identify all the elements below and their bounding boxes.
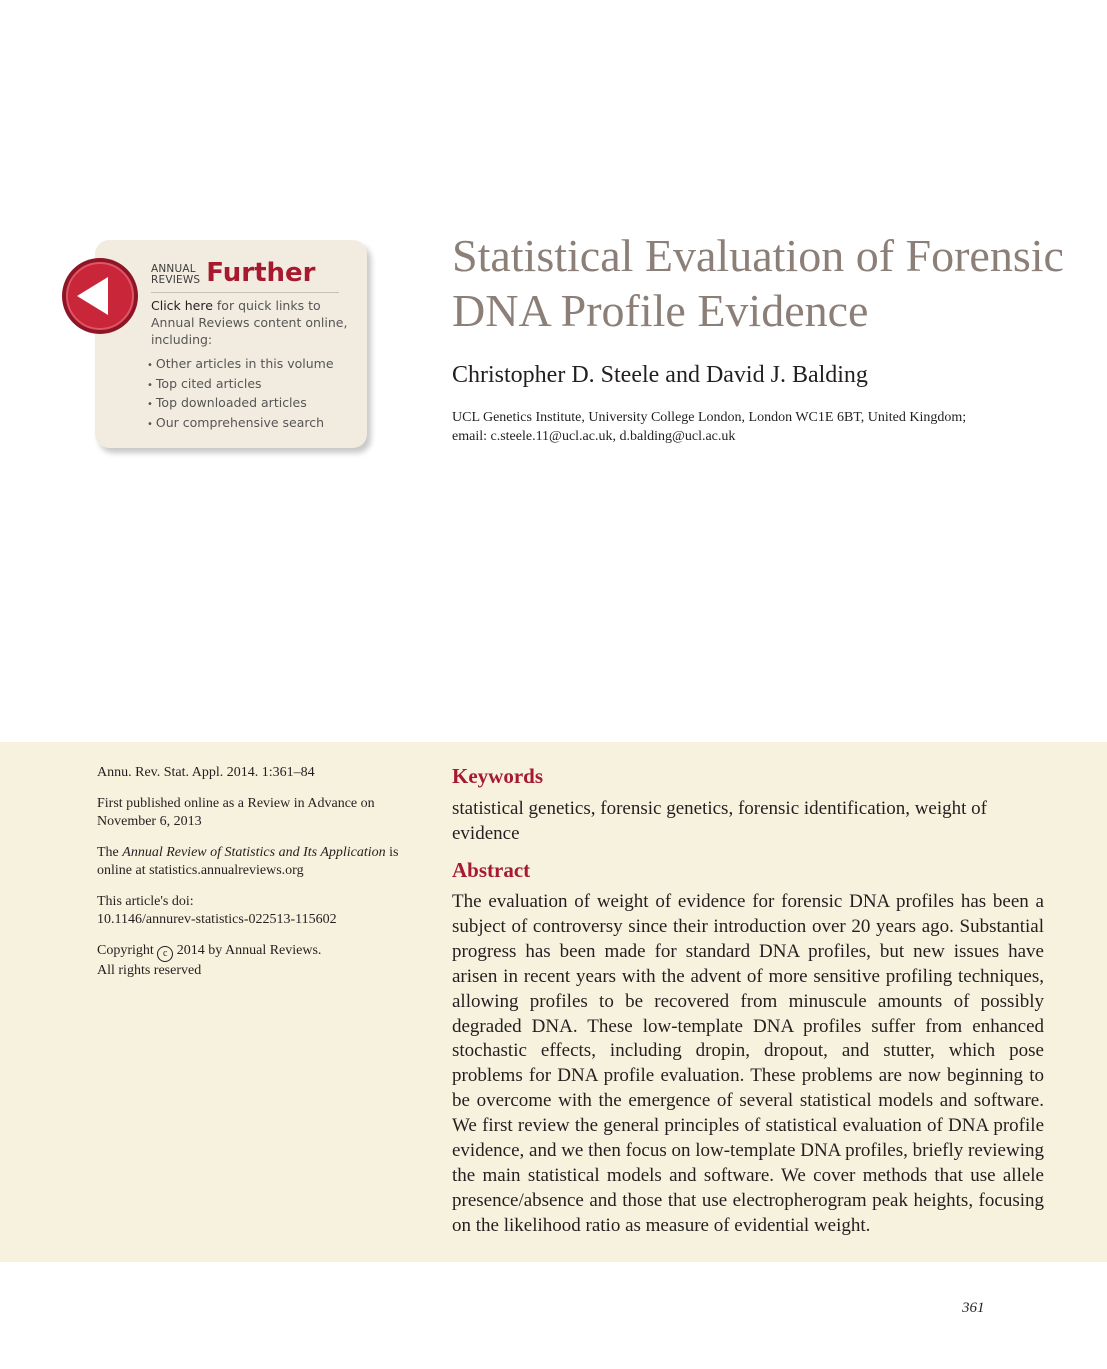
back-arrow-icon[interactable]	[60, 256, 140, 336]
copyright-text: 2014 by Annual Reviews.	[173, 943, 322, 958]
publication-date: First published online as a Review in Advance on November 6, 2013	[97, 796, 375, 829]
email-line: email: c.steele.11@ucl.ac.uk, d.balding@ucl.ac.uk	[452, 429, 736, 444]
keywords-text: statistical genetics, forensic genetics, forensic identification, weight of evidence	[452, 798, 987, 844]
click-here-link[interactable]: Click here	[151, 298, 213, 313]
article-title: Statistical Evaluation of Forensic DNA Profile Evidence	[452, 230, 1064, 336]
page-number: 361	[962, 1300, 985, 1316]
article-authors: Christopher D. Steele and David J. Balding	[452, 362, 868, 388]
copyright-icon: c	[157, 946, 173, 962]
further-lead	[151, 297, 351, 348]
journal-post: is online at statistics.annualreviews.org	[97, 845, 399, 878]
copyright: Copyright c 2014 by Annual Reviews. All rights reserved	[97, 943, 322, 978]
abstract-heading: Abstract	[452, 858, 531, 882]
further-divider	[151, 292, 339, 293]
author-affiliation	[452, 408, 1072, 446]
further-link-search[interactable]: • Our comprehensive search	[147, 414, 334, 434]
further-lead-text: for quick links to Annual Reviews content online, including:	[151, 298, 348, 347]
article-metadata	[97, 764, 417, 993]
affiliation-line: UCL Genetics Institute, University College London, London WC1E 6BT, United Kingdom;	[452, 410, 967, 425]
abstract-text: The evaluation of weight of evidence for forensic DNA profiles has been a subject of controversy since their introduction over 20 years ago. Substantial progress has been made for standard DNA profiles, but new issues have arisen in recent years with the advent of more sensitive profiling techniques, allowing profiles to be recovered from minuscule amounts of possibly degraded DNA. These low-template DNA profiles suffer from enhanced stochastic effects, including dropin, dropout, and stutter, which pose problems for DNA profile evaluation. These problems are now beginning to be overcome with the emergence of several statistical models and software. We first review the general principles of statistical evaluation of DNA profile evidence, and we then focus on low-template DNA profiles, briefly reviewing the main statistical models and software. We cover methods that use allele presence/absence and those that use electropherogram peak heights, focusing on the likelihood ratio as measure of evidential weight.	[452, 891, 1044, 1236]
further-link-other-articles[interactable]: • Other articles in this volume	[147, 355, 334, 375]
doi-block	[97, 893, 417, 929]
further-links	[147, 355, 334, 433]
brand-reviews: REVIEWS	[151, 274, 201, 286]
further-link-top-cited[interactable]: • Top cited articles	[147, 375, 334, 395]
main-content	[452, 762, 1044, 1239]
journal-info	[97, 844, 417, 880]
doi-label: This article's doi:	[97, 894, 194, 909]
journal-pre: The	[97, 845, 123, 860]
rights-text: All rights reserved	[97, 963, 202, 978]
keywords-heading: Keywords	[452, 764, 543, 788]
citation: Annu. Rev. Stat. Appl. 2014. 1:361–84	[97, 765, 315, 780]
journal-name: Annual Review of Statistics and Its Application	[122, 845, 386, 860]
brand-annual: ANNUAL	[151, 263, 196, 275]
further-link-top-downloaded[interactable]: • Top downloaded articles	[147, 394, 334, 414]
brand-further: Further	[206, 258, 316, 288]
annual-reviews-further-logo	[151, 260, 316, 286]
doi-value[interactable]: 10.1146/annurev-statistics-022513-115602	[97, 912, 337, 927]
